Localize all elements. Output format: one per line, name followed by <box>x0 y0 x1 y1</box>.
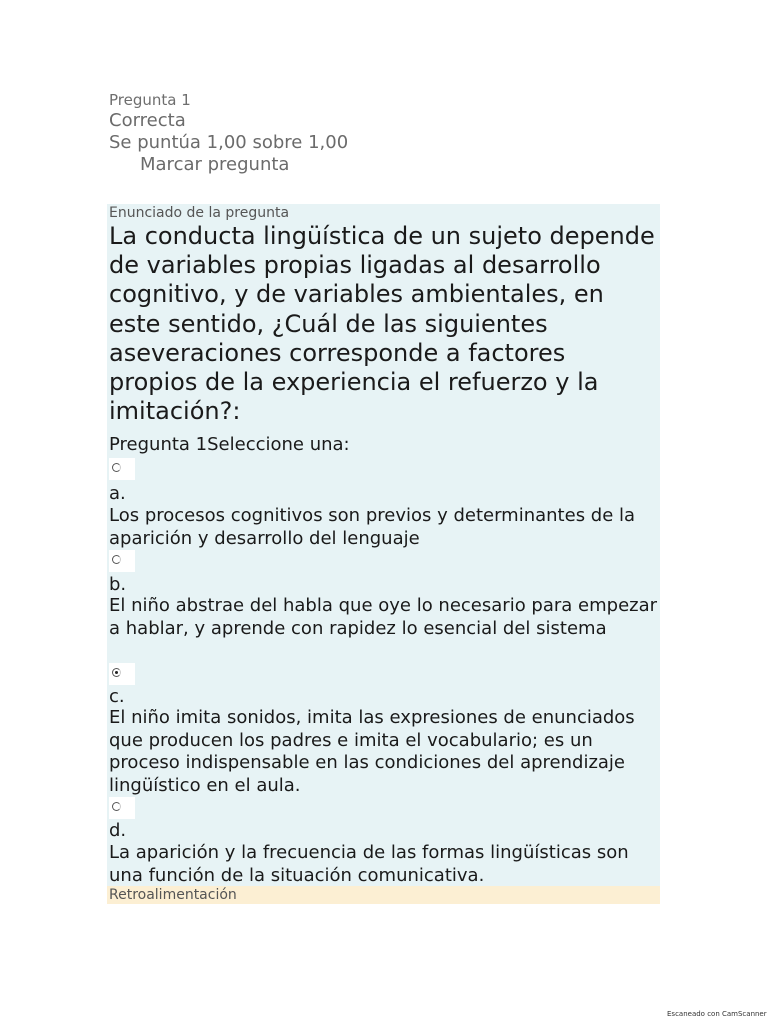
option-a-letter: a. <box>109 483 126 504</box>
flag-question-link[interactable]: Marcar pregunta <box>140 154 290 175</box>
question-number: Pregunta 1 <box>109 91 191 109</box>
option-c-radio[interactable] <box>109 663 135 685</box>
option-a-text[interactable]: Los procesos cognitivos son previos y determinantes de la aparición y desarrollo del lenguaje <box>109 505 636 549</box>
question-grade: Se puntúa 1,00 sobre 1,00 <box>109 132 349 153</box>
radio-icon <box>112 802 121 811</box>
question-text: La conducta lingüística de un sujeto depende de variables propias ligadas al desarrollo cognitivo, y de variables ambientales, en este sentido, ¿Cuál de las siguientes aseveraciones corresponde a factores propios de la experiencia el refuerzo y la imitación?: <box>109 222 655 426</box>
option-c-text[interactable]: El niño imita sonidos, imita las expresiones de enunciados que producen los padres e imita el vocabulario; es un proceso indispensable en las condiciones del aprendizaje lingüístico en el aula. <box>109 707 635 796</box>
question-info <box>109 90 348 176</box>
scanner-watermark: Escaneado con CamScanner <box>667 1010 767 1018</box>
question-state: Correcta <box>109 110 186 131</box>
radio-checked-icon <box>112 668 121 677</box>
feedback-label: Retroalimentación <box>109 887 237 903</box>
option-c-letter: c. <box>109 686 125 707</box>
question-label: Enunciado de la pregunta <box>109 205 290 221</box>
option-b-radio[interactable] <box>109 550 135 572</box>
option-d-text[interactable]: La aparición y la frecuencia de las formas lingüísticas son una función de la situación comunicativa. <box>109 842 629 886</box>
option-d-letter: d. <box>109 820 127 841</box>
question-content <box>107 204 660 886</box>
option-d-radio[interactable] <box>109 797 135 819</box>
feedback-section <box>107 886 660 904</box>
option-a-radio[interactable] <box>109 458 135 480</box>
radio-icon <box>112 555 121 564</box>
option-b-text[interactable]: El niño abstrae del habla que oye lo necesario para empezar a hablar, y aprende con rapidez lo esencial del sistema <box>109 595 658 639</box>
radio-icon <box>112 463 121 472</box>
answer-prompt: Pregunta 1Seleccione una: <box>109 434 350 455</box>
option-b-letter: b. <box>109 574 127 595</box>
